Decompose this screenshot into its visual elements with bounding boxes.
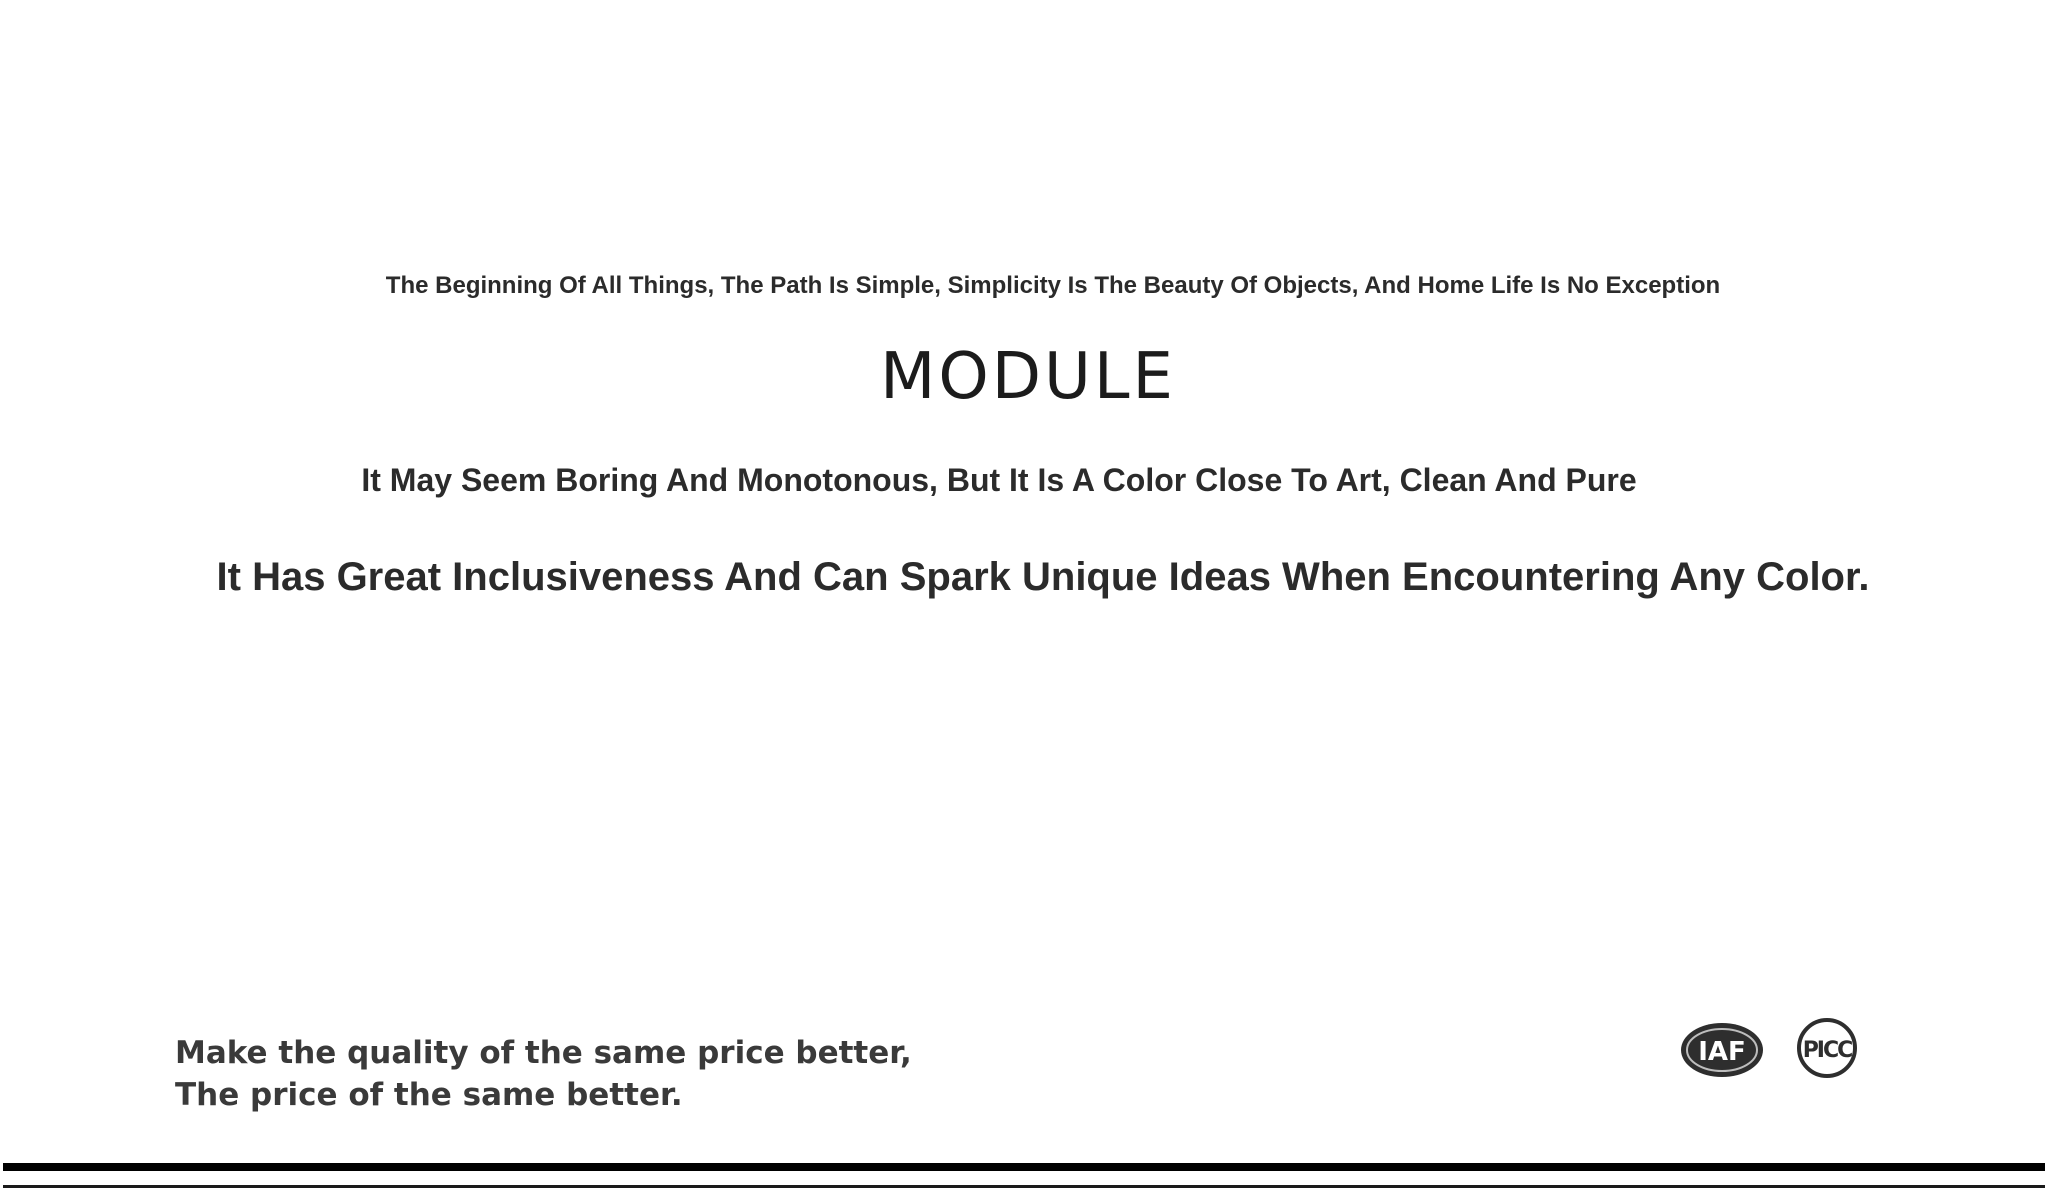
tagline: The Beginning Of All Things, The Path Is Simple, Simplicity Is The Beauty Of Objects, And Home Life Is No Exception [385,272,1721,299]
certification-logos [1680,1015,1865,1083]
svg-text:PICC: PICC [1802,1038,1852,1063]
picc-logo-icon [1799,1020,1855,1076]
slogan-line-1: Make the quality of the same price better, [175,1035,912,1071]
description-line-1: It May Seem Boring And Monotonous, But It Is A Color Close To Art, Clean And Pure [361,462,1637,498]
iaf-logo-icon [1681,1023,1763,1077]
slogan-line-2: The price of the same better. [175,1077,683,1113]
footer-rule-thick [3,1163,2045,1171]
quality-slogan [175,1032,912,1116]
footer-rule-thin [3,1185,2045,1188]
description-line-2: It Has Great Inclusiveness And Can Spark Unique Ideas When Encountering Any Color. [216,555,1870,599]
svg-text:IAF: IAF [1698,1037,1746,1067]
page-title: MODULE [880,340,1176,414]
